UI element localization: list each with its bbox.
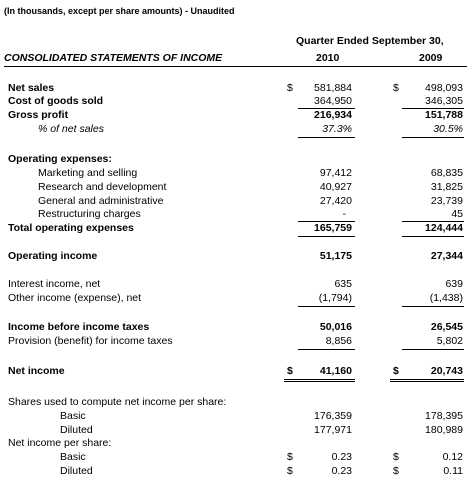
row-label: Cost of goods sold [8, 95, 104, 107]
row-label: Net sales [8, 82, 55, 94]
value-2010: 8,856 [325, 335, 352, 347]
value-2010: 97,412 [319, 167, 352, 179]
value-2009: 26,545 [430, 321, 463, 333]
section-heading: Shares used to compute net income per share: [8, 396, 227, 408]
value-2010: 176,359 [314, 410, 352, 422]
row-eps-diluted [0, 465, 475, 479]
value-2010: 581,884 [314, 82, 352, 94]
value-2009: 151,788 [425, 109, 463, 121]
row-label: Diluted [60, 465, 93, 477]
total-double-rule [284, 379, 355, 382]
dollar-sign: $ [393, 465, 399, 477]
value-2010: 41,160 [319, 365, 352, 377]
dollar-sign: $ [287, 465, 293, 477]
value-2010: 40,927 [319, 181, 352, 193]
row-net-sales [0, 82, 475, 96]
value-2009: 639 [445, 278, 463, 290]
dollar-sign: $ [287, 451, 293, 463]
header-note: (In thousands, except per share amounts) - Unaudited [4, 6, 235, 16]
period-header: Quarter Ended September 30, [296, 35, 444, 47]
row-eps-basic [0, 451, 475, 465]
value-2009: 180,989 [425, 424, 463, 436]
row-restructuring-charges [0, 208, 475, 222]
subtotal-rule [298, 306, 355, 307]
row-label: Diluted [60, 424, 93, 436]
value-2009: 68,835 [430, 167, 463, 179]
value-2009: 0.11 [443, 465, 463, 477]
value-2010: 27,420 [319, 195, 352, 207]
value-2010: 216,934 [314, 109, 352, 121]
dollar-sign: $ [287, 365, 293, 377]
dollar-sign: $ [287, 82, 293, 94]
row-income-before-taxes [0, 321, 475, 335]
value-2009: 124,444 [425, 222, 463, 234]
row-label: Basic [60, 451, 86, 463]
value-2010: 0.23 [331, 465, 352, 477]
row-per-share-heading [0, 437, 475, 451]
row-shares-basic [0, 410, 475, 424]
row-label: Other income (expense), net [8, 292, 142, 304]
row-shares-diluted [0, 424, 475, 438]
value-2010: 50,016 [319, 321, 352, 333]
value-2010: 0.23 [331, 451, 352, 463]
year-2010-header: 2010 [316, 52, 340, 64]
row-label: General and administrative [38, 195, 164, 207]
row-label: Basic [60, 410, 86, 422]
subtotal-rule [402, 236, 464, 237]
row-operating-income [0, 250, 475, 264]
year-2009-header: 2009 [419, 52, 443, 64]
row-label: Provision (benefit) for income taxes [8, 335, 173, 347]
row-gross-profit [0, 109, 475, 123]
dollar-sign: $ [393, 451, 399, 463]
total-double-rule [390, 379, 464, 382]
value-2009: 20,743 [430, 365, 463, 377]
row-label: Research and development [38, 181, 167, 193]
row-label: Marketing and selling [38, 167, 138, 179]
value-2009: 178,395 [425, 410, 463, 422]
row-label: Interest income, net [8, 278, 101, 290]
subtotal-rule [402, 137, 464, 138]
value-2009: 0.12 [442, 451, 463, 463]
row-interest-income [0, 278, 475, 292]
row-total-operating-expenses [0, 222, 475, 236]
value-2009: 45 [451, 208, 463, 220]
row-operating-expenses-heading [0, 153, 475, 167]
value-2010: 37.3% [322, 123, 352, 135]
value-2010: 364,950 [314, 95, 352, 107]
row-general-administrative [0, 195, 475, 209]
value-2009: 30.5% [433, 123, 463, 135]
value-2009: (1,438) [429, 292, 463, 304]
value-2010: (1,794) [318, 292, 352, 304]
header-rule [4, 66, 467, 67]
row-cost-of-goods-sold [0, 95, 475, 109]
row-label: Operating income [8, 250, 98, 262]
subtotal-rule [298, 137, 355, 138]
row-label: Gross profit [8, 109, 69, 121]
value-2010: - [342, 208, 346, 220]
section-heading: Operating expenses: [8, 153, 112, 165]
subtotal-rule [298, 349, 355, 350]
row-percent-net-sales [0, 123, 475, 137]
dollar-sign: $ [393, 365, 399, 377]
row-label: Total operating expenses [8, 222, 134, 234]
statement-title: CONSOLIDATED STATEMENTS OF INCOME [4, 52, 223, 64]
subtotal-rule [402, 349, 464, 350]
dollar-sign: $ [393, 82, 399, 94]
value-2009: 5,802 [436, 335, 463, 347]
value-2009: 346,305 [425, 95, 463, 107]
section-heading: Net income per share: [8, 437, 112, 449]
row-other-income [0, 292, 475, 306]
value-2010: 635 [334, 278, 352, 290]
value-2009: 31,825 [430, 181, 463, 193]
row-marketing-selling [0, 167, 475, 181]
row-label: Net income [8, 365, 65, 377]
value-2010: 177,971 [314, 424, 352, 436]
row-shares-heading [0, 396, 475, 410]
row-provision-for-taxes [0, 335, 475, 349]
row-research-development [0, 181, 475, 195]
value-2009: 23,739 [430, 195, 463, 207]
subtotal-rule [298, 236, 355, 237]
value-2010: 165,759 [314, 222, 352, 234]
row-label: Income before income taxes [8, 321, 150, 333]
row-label: Restructuring charges [38, 208, 141, 220]
value-2009: 498,093 [425, 82, 463, 94]
subtotal-rule [402, 306, 464, 307]
value-2009: 27,344 [430, 250, 463, 262]
row-label: % of net sales [38, 123, 104, 135]
value-2010: 51,175 [319, 250, 352, 262]
row-net-income [0, 365, 475, 379]
